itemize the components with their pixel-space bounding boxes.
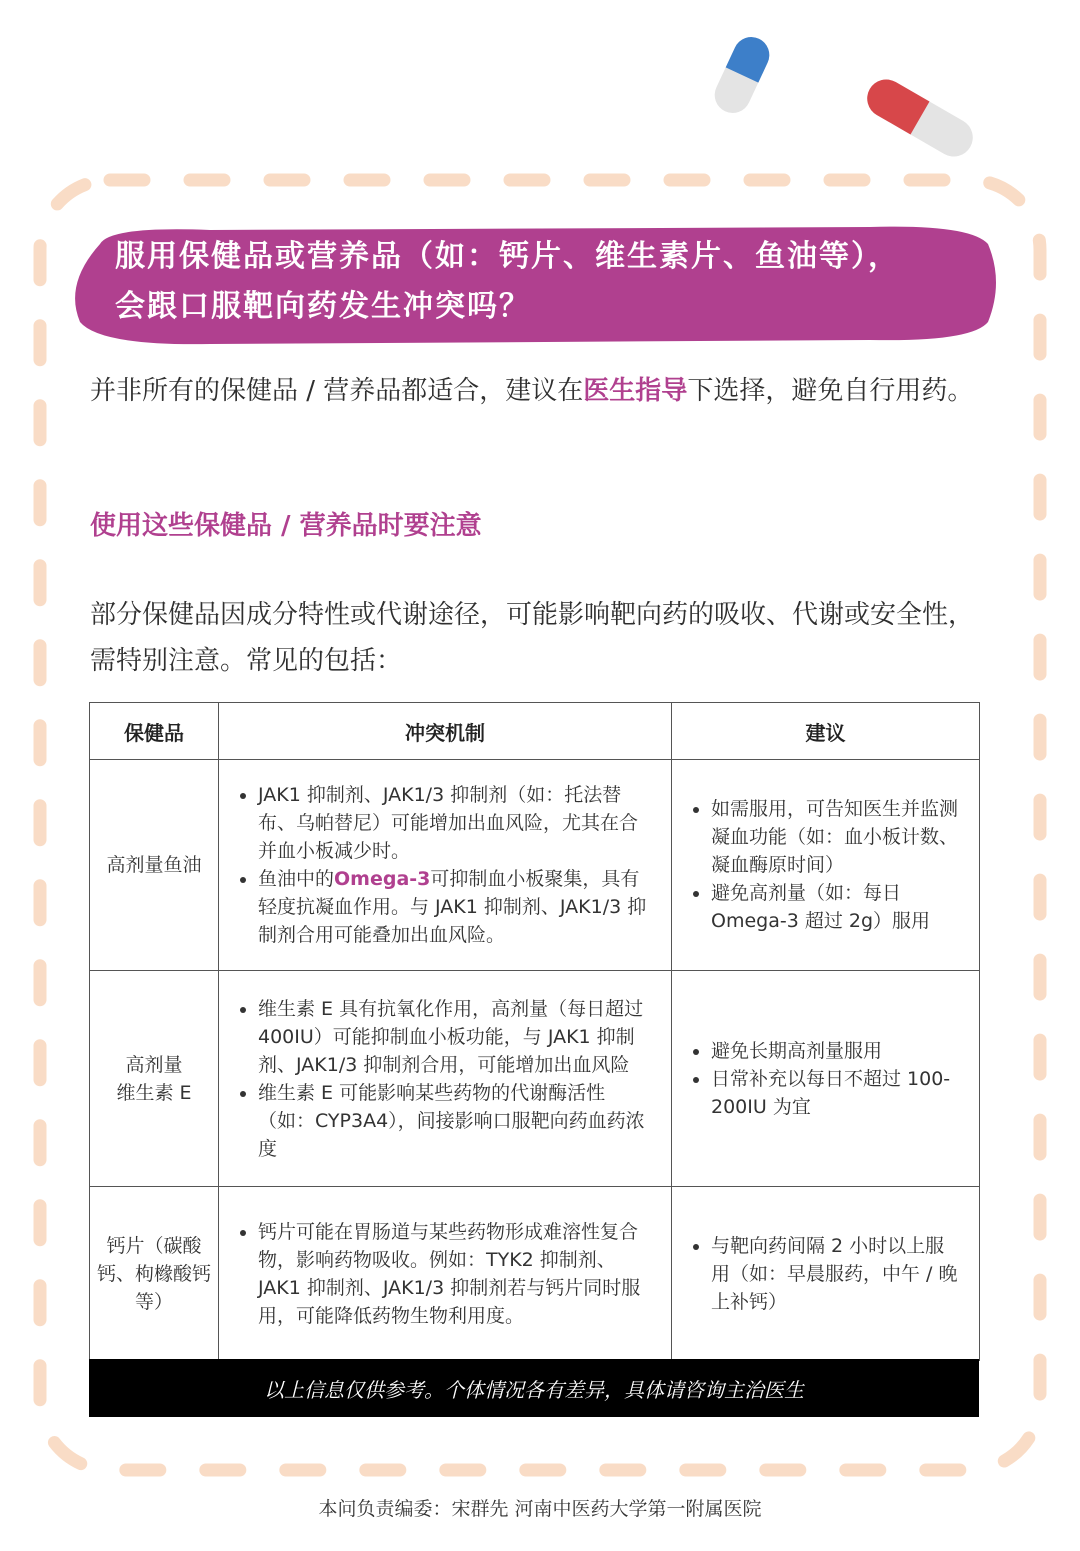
page-title: [115, 232, 975, 332]
intro-highlight: 医生指导: [583, 376, 688, 406]
mechanism-cell: [219, 760, 672, 971]
mechanism-cell: [219, 1187, 672, 1361]
pill-blue-icon: [709, 31, 775, 119]
table-row: [90, 971, 980, 1187]
list-item: • 维生素 E 可能影响某些药物的代谢酶活性（如：CYP3A4），间接影响口服靶向药血药浓度: [258, 1079, 652, 1163]
table-row: [90, 760, 980, 971]
table-header-row: [90, 703, 980, 760]
list-item: • 避免长期高剂量服用: [711, 1037, 960, 1065]
header-supplement: 保健品: [90, 703, 219, 760]
list-item: • 钙片可能在胃肠道与某些药物形成难溶性复合物，影响药物吸收。例如：TYK2 抑制剂、JAK1 抑制剂、JAK1/3 抑制剂若与钙片同时服用，可能降低药物生物利用度。: [258, 1218, 652, 1330]
list-item: • JAK1 抑制剂、JAK1/3 抑制剂（如：托法替布、乌帕替尼）可能增加出血风险，尤其在合并血小板减少时。: [258, 781, 652, 865]
advice-cell: [672, 760, 980, 971]
intro-paragraph: [90, 368, 985, 414]
disclaimer-text: 以上信息仅供参考。个体情况各有差异，具体请咨询主治医生: [264, 1377, 804, 1402]
list-item: • 维生素 E 具有抗氧化作用，高剂量（每日超过 400IU）可能抑制血小板功能，与 JAK1 抑制剂、JAK1/3 抑制剂合用，可能增加出血风险: [258, 995, 652, 1079]
table-row: [90, 1187, 980, 1361]
header-advice: 建议: [672, 703, 980, 760]
supplement-table: [89, 702, 980, 1361]
intro-text-before: 并非所有的保健品 / 营养品都适合，建议在: [90, 376, 584, 406]
advice-cell: [672, 1187, 980, 1361]
editor-credit: 本问负责编委：宋群先 河南中医药大学第一附属医院: [318, 1498, 762, 1520]
mechanism-cell: [219, 971, 672, 1187]
intro-text-after: 下选择，避免自行用药。: [687, 376, 974, 406]
title-line-1: 服用保健品或营养品（如：钙片、维生素片、鱼油等），: [115, 239, 900, 274]
supplement-name: 钙片（碳酸钙、枸橼酸钙等）: [90, 1187, 219, 1361]
section-heading: 使用这些保健品 / 营养品时要注意: [90, 511, 482, 541]
body-paragraph: 部分保健品因成分特性或代谢途径，可能影响靶向药的吸收、代谢或安全性，需特别注意。常见的包括：: [90, 600, 975, 676]
supplement-name: 高剂量鱼油: [90, 760, 219, 971]
disclaimer-bar: [89, 1359, 979, 1417]
list-item: • 如需服用，可告知医生并监测凝血功能（如：血小板计数、凝血酶原时间）: [711, 795, 960, 879]
list-item: • 避免高剂量（如：每日 Omega-3 超过 2g）服用: [711, 879, 960, 935]
header-mechanism: 冲突机制: [219, 703, 672, 760]
title-line-2: 会跟口服靶向药发生冲突吗？: [115, 289, 531, 324]
pill-red-icon: [860, 73, 979, 164]
supplement-name-line-2: 维生素 E: [116, 1081, 192, 1104]
omega-highlight: Omega-3: [334, 868, 431, 890]
list-item: • 鱼油中的Omega-3可抑制血小板聚集，具有轻度抗凝血作用。与 JAK1 抑制剂、JAK1/3 抑制剂合用可能叠加出血风险。: [258, 865, 652, 949]
supplement-name: [90, 971, 219, 1187]
list-item: • 日常补充以每日不超过 100-200IU 为宜: [711, 1065, 960, 1121]
advice-cell: [672, 971, 980, 1187]
list-item: • 与靶向药间隔 2 小时以上服用（如：早晨服药，中午 / 晚上补钙）: [711, 1232, 960, 1316]
supplement-name-line-1: 高剂量: [125, 1053, 183, 1076]
